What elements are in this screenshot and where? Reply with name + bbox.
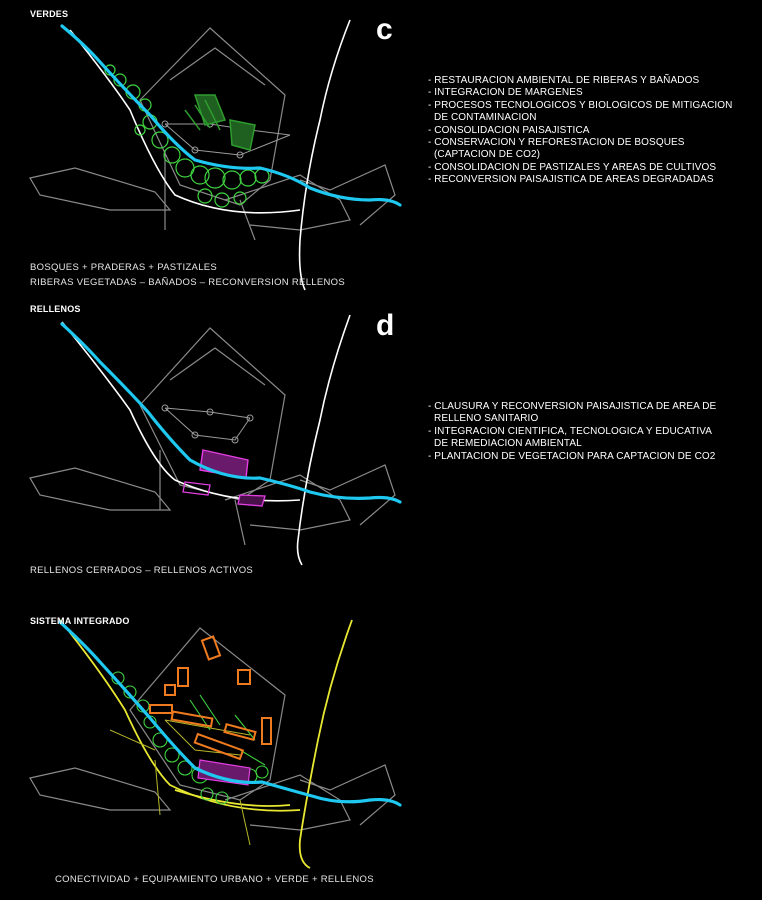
rellenos-title: RELLENOS [30, 304, 81, 314]
verdes-bullet: - RESTAURACION AMBIENTAL DE RIBERAS Y BAÑADOS [428, 75, 700, 86]
panel-verdes [0, 0, 762, 300]
panel-integrado [0, 600, 762, 900]
verdes-bullet: - PROCESOS TECNOLOGICOS Y BIOLOGICOS DE MITIGACION [428, 99, 733, 111]
verdes-title: VERDES [30, 9, 69, 19]
verdes-bullet: - CONSERVACION Y REFORESTACION DE BOSQUES [428, 137, 685, 149]
rellenos-bullet: RELLENO SANITARIO [434, 413, 539, 425]
rellenos-bullet: - PLANTACION DE VEGETACION PARA CAPTACION DE CO2 [428, 450, 716, 462]
verdes-letter: c [376, 13, 393, 46]
rellenos-caption: RELLENOS CERRADOS – RELLENOS ACTIVOS [30, 565, 254, 576]
verdes-bullet: - INTEGRACION DE MARGENES [428, 87, 583, 99]
verdes-caption-1: BOSQUES + PRADERAS + PASTIZALES [30, 262, 218, 273]
verdes-bullet: - CONSOLIDACION DE PASTIZALES Y AREAS DE CULTIVOS [428, 161, 717, 173]
rellenos-letter: d [376, 309, 395, 342]
verdes-bullet-list [428, 75, 733, 187]
verdes-bullet: - RECONVERSION PAISAJISTICA DE AREAS DEGRADADAS [428, 174, 714, 186]
integrado-caption: CONECTIVIDAD + EQUIPAMIENTO URBANO + VERDE + RELLENOS [55, 874, 374, 885]
rellenos-bullet-list [428, 401, 716, 463]
rellenos-bullet: - INTEGRACION CIENTIFICA, TECNOLOGICA Y EDUCATIVA [428, 425, 713, 437]
integrado-title: SISTEMA INTEGRADO [30, 616, 130, 626]
verdes-bullet: (CAPTACION DE CO2) [434, 149, 541, 161]
rellenos-bullet: DE REMEDIACION AMBIENTAL [434, 438, 582, 450]
verdes-bullet: - CONSOLIDACION PAISAJISTICA [428, 124, 590, 136]
panel-rellenos [0, 300, 762, 600]
integrado-map [0, 600, 762, 900]
rellenos-bullet: - CLAUSURA Y RECONVERSION PAISAJISTICA DE AREA DE [428, 401, 717, 412]
verdes-bullet: DE CONTAMINACION [434, 112, 537, 124]
verdes-caption-2: RIBERAS VEGETADAS – BAÑADOS – RECONVERSION RELLENOS [30, 277, 345, 288]
